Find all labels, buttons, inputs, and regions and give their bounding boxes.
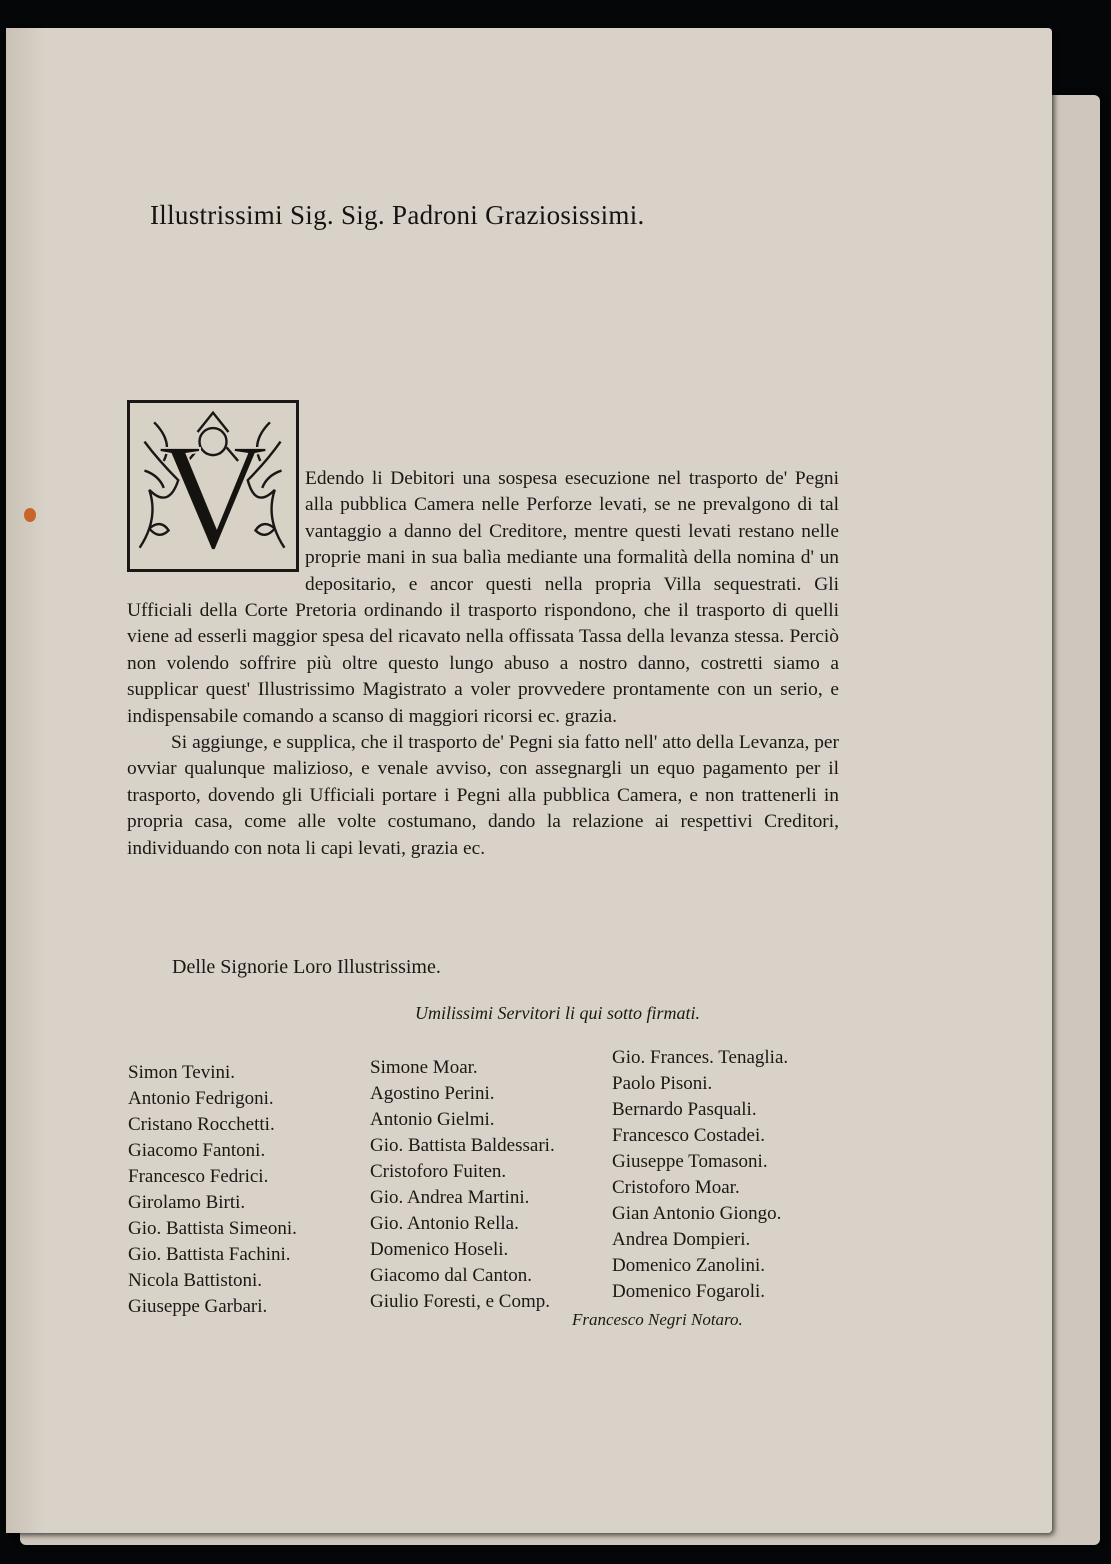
signatory-name: Cristano Rocchetti. <box>128 1114 275 1135</box>
signatory-name: Giacomo dal Canton. <box>370 1265 532 1286</box>
paragraph-1: Edendo li Debitori una sospesa esecuzione nel trasporto de' Pegni alla pubblica Camera nelle Perforze levati, se ne prevalgono di tal vantaggio a danno del Creditore, mentre questi levati restano nelle proprie mani in sua balìa mediante una formalità della nomina d' un depositario, e ancor questi nella propria Villa sequestrati. Gli Ufficiali della Corte Pretoria ordinando il trasporto rispondono, che il trasporto di quelli viene ad esserli maggior spesa del ricavato nella offissata Tassa della levanza stessa. Perciò non volendo soffrire più oltre questo lungo abuso a nostro danno, costretti siamo a supplicar quest' Illustrissimo Magistrato a voler provvedere prontamente con un serio, e indispensabile comando a scanso di maggiori ricorsi ec. grazia. <box>127 468 839 727</box>
signatory-name: Gio. Battista Simeoni. <box>128 1218 297 1239</box>
signatory-name: Agostino Perini. <box>370 1083 495 1104</box>
signatory-name: Gio. Battista Baldessari. <box>370 1135 555 1156</box>
signatory-name: Nicola Battistoni. <box>128 1270 263 1291</box>
signatory-name: Cristoforo Moar. <box>612 1177 740 1198</box>
paper-edge-shadow <box>6 28 46 1533</box>
signatory-name: Domenico Hoseli. <box>370 1239 509 1260</box>
signatory-name: Paolo Pisoni. <box>612 1073 713 1094</box>
document-title: Illustrissimi Sig. Sig. Padroni Graziosissimi. <box>150 200 645 230</box>
signatory-name: Giacomo Fantoni. <box>128 1140 266 1161</box>
signatory-name: Gio. Frances. Tenaglia. <box>612 1047 789 1068</box>
signatory-name: Giulio Foresti, e Comp. <box>370 1291 550 1312</box>
orange-marker-dot <box>24 508 36 522</box>
signatory-name: Girolamo Birti. <box>128 1192 246 1213</box>
signatory-name: Domenico Fogaroli. <box>612 1281 766 1302</box>
signatory-name: Simon Tevini. <box>128 1062 236 1083</box>
signatory-name: Giuseppe Tomasoni. <box>612 1151 768 1172</box>
signatory-name: Gian Antonio Giongo. <box>612 1203 782 1224</box>
signatory-name: Bernardo Pasquali. <box>612 1099 757 1120</box>
signatory-name: Simone Moar. <box>370 1057 478 1078</box>
signatory-name: Andrea Dompieri. <box>612 1229 751 1250</box>
signatories-column-1 <box>128 1060 297 1320</box>
notary-signature: Francesco Negri Notaro. <box>572 1310 743 1329</box>
petition-body <box>127 466 839 862</box>
signatory-name: Cristoforo Fuiten. <box>370 1161 507 1182</box>
signatory-name: Giuseppe Garbari. <box>128 1296 268 1317</box>
paragraph-2: Si aggiunge, e supplica, che il trasporto de' Pegni sia fatto nell' atto della Levanza, per ovviar qualunque malizioso, e venale avviso, con assegnargli un equo pagamento per il trasporto, dovendo gli Ufficiali portare i Pegni alla pubblica Camera, e non trattenerli in propria casa, come alle volte costumano, dando la relazione ai respettivi Creditori, individuando con nota li capi levati, grazia ec. <box>127 732 839 859</box>
signatory-name: Gio. Andrea Martini. <box>370 1187 530 1208</box>
servants-line: Umilissimi Servitori li qui sotto firmati. <box>415 1003 701 1023</box>
signatory-name: Domenico Zanolini. <box>612 1255 766 1276</box>
closing-salutation: Delle Signorie Loro Illustrissime. <box>172 956 441 978</box>
signatory-name: Gio. Battista Fachini. <box>128 1244 291 1265</box>
signatory-name: Francesco Fedrici. <box>128 1166 269 1187</box>
signatory-name: Antonio Gielmi. <box>370 1109 495 1130</box>
initial-spacer <box>127 466 305 576</box>
signatory-name: Francesco Costadei. <box>612 1125 766 1146</box>
signatory-name: Gio. Antonio Rella. <box>370 1213 519 1234</box>
signatories-column-2 <box>370 1055 555 1315</box>
signatory-name: Antonio Fedrigoni. <box>128 1088 274 1109</box>
drop-cap-letter: V <box>157 411 269 569</box>
signatories-column-3 <box>612 1045 788 1305</box>
